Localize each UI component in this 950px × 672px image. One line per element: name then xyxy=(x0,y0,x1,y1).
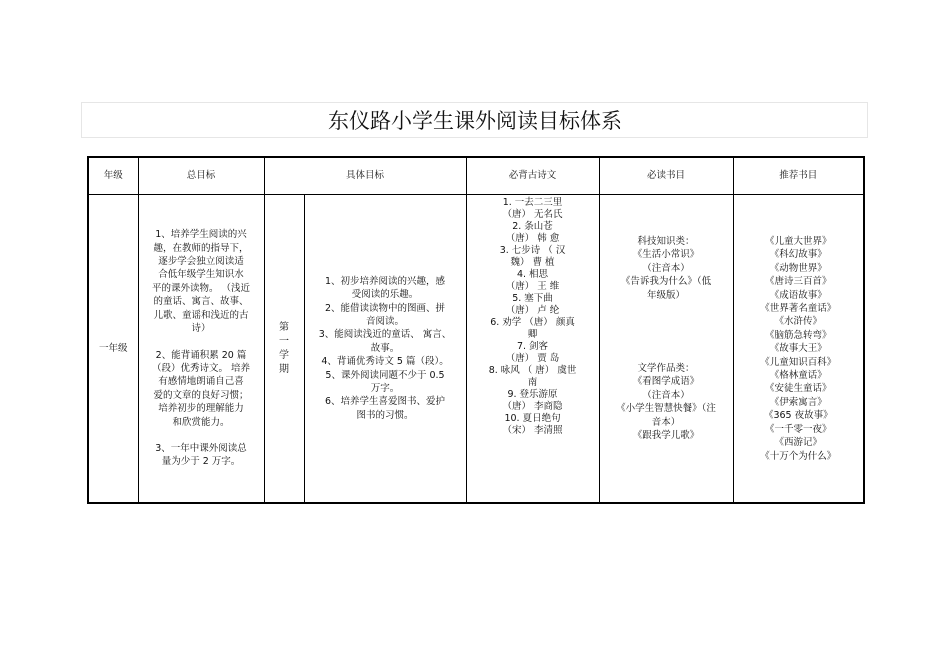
overall-goal-line: 培养初步的理解能力 xyxy=(158,403,244,415)
poem-line: （宋） 李清照 xyxy=(502,425,563,436)
header-grade: 年级 xyxy=(88,157,138,195)
required-book-line: 文学作品类： xyxy=(637,363,695,375)
recommended-book-line: 《一千零一夜》 xyxy=(765,423,832,435)
poem-list xyxy=(467,197,599,437)
overall-goal-line: 和欣赏能力。 xyxy=(172,416,230,428)
recommended-book-line: 《安徒生童话》 xyxy=(765,383,832,395)
semester-label: 第一学期 xyxy=(279,321,289,375)
overall-goal-line: 有感情地朗诵自己喜 xyxy=(158,376,244,388)
recommended-book-line: 《科幻故事》 xyxy=(769,249,827,261)
specific-goal-line: 音阅读。 xyxy=(366,315,405,327)
specific-goal-line: 1、初步培养阅读的兴趣，感 xyxy=(324,275,446,287)
overall-goal-line: 爱的文章的良好习惯； xyxy=(153,389,249,401)
poem-line: 5. 塞下曲 xyxy=(512,293,553,304)
recommended-book-line: 《水浒传》 xyxy=(774,316,823,328)
recommended-book-line: 《365 夜故事》 xyxy=(763,410,833,422)
recommended-book-line: 《脑筋急转弯》 xyxy=(765,329,832,341)
required-book-line: 《小学生智慧快餐》（注 xyxy=(616,403,716,415)
poem-line: 4. 相思 xyxy=(516,269,549,280)
recommended-book-line: 《儿童大世界》 xyxy=(765,236,832,247)
overall-goal-line: 诗） xyxy=(191,323,211,335)
poem-line: 7. 剑客 xyxy=(516,341,549,352)
required-book-line: 音本） xyxy=(651,416,681,428)
cell-overall-goal xyxy=(138,195,264,504)
specific-goal-line: 3、能阅读浅近的童话、 寓言、 xyxy=(318,329,452,341)
required-books-literature xyxy=(600,362,733,442)
specific-goal-line: 6、培养学生喜爱图书、爱护 xyxy=(324,396,446,408)
required-book-line: 年级版） xyxy=(647,289,686,301)
specific-goal-line: 故事。 xyxy=(370,342,400,354)
recommended-book-line: 《伊索寓言》 xyxy=(769,396,827,408)
required-book-line: （注音本） xyxy=(642,262,690,274)
overall-goal-line: 1、培养学生阅读的兴 xyxy=(155,229,247,241)
poem-line: 1. 一去二三里 xyxy=(502,197,563,208)
table-row xyxy=(88,195,864,504)
header-overall-goal: 总目标 xyxy=(138,157,264,195)
table-header-row xyxy=(88,157,864,195)
header-recommended-books: 推荐书目 xyxy=(733,157,864,195)
recommended-book-line: 《成语故事》 xyxy=(769,289,827,301)
overall-goal-line: 合低年级学生知识水 xyxy=(158,269,244,281)
poem-line: （唐） 卢 纶 xyxy=(505,305,560,316)
recommended-book-line: 《格林童话》 xyxy=(769,370,827,382)
specific-goal-line: 万字。 xyxy=(370,383,400,395)
cell-specific-goal xyxy=(304,195,466,504)
specific-goal-list xyxy=(305,275,466,422)
recommended-book-line: 《十万个为什么》 xyxy=(760,450,837,462)
specific-goal-line: 4、背诵优秀诗文 5 篇（段）。 xyxy=(321,356,449,368)
poem-line: 魏） 曹 植 xyxy=(510,257,555,268)
recommended-book-line: 《西游记》 xyxy=(774,437,823,449)
cell-recommended-books xyxy=(733,195,864,504)
poem-line: 3. 七步诗 （ 汉 xyxy=(499,245,566,256)
poem-line: 2. 条山苍 xyxy=(512,221,553,232)
header-required-books: 必读书目 xyxy=(599,157,733,195)
overall-goal-line: 量为少于 2 万字。 xyxy=(161,456,241,468)
reading-goals-table xyxy=(87,156,865,504)
recommended-book-line: 《动物世界》 xyxy=(769,262,827,274)
required-book-line: 科技知识类： xyxy=(637,236,695,247)
overall-goal-line: 逐步学会独立阅读适 xyxy=(158,256,244,268)
recommended-book-list xyxy=(734,235,864,463)
overall-goal-line: 2、能背诵积累 20 篇 xyxy=(155,349,247,361)
poem-line: （唐） 王 维 xyxy=(505,281,560,292)
poem-line: （唐） 李商隐 xyxy=(502,401,563,412)
overall-goal-line: 趣，在教师的指导下， xyxy=(153,242,249,254)
overall-goal-line: 儿歌、童谣和浅近的古 xyxy=(153,309,249,321)
cell-required-books xyxy=(599,195,733,504)
required-book-line: 《跟我学儿歌》 xyxy=(632,430,700,442)
poem-line: 9. 登乐游原 xyxy=(507,389,558,400)
required-book-line: 《生活小常识》 xyxy=(632,249,700,261)
overall-goal-line: 3、一年中课外阅读总 xyxy=(155,442,247,454)
specific-goal-line: 5、课外阅读同题不少于 0.5 xyxy=(325,369,445,381)
document-title: 东仪路小学生课外阅读目标体系 xyxy=(328,109,622,133)
cell-semester xyxy=(264,195,304,504)
specific-goal-line: 图书的习惯。 xyxy=(356,409,414,421)
required-book-line: 《看图学成语》 xyxy=(632,376,700,388)
specific-goal-line: 2、能借读读物中的图画、拼 xyxy=(324,302,446,314)
recommended-book-line: 《唐诗三百首》 xyxy=(765,276,832,288)
required-book-line: 《告诉我为什么》（低 xyxy=(620,276,712,288)
required-books-science xyxy=(600,235,733,302)
overall-goal-line: （段）优秀诗文。 培养 xyxy=(151,362,251,374)
poem-line: （唐） 无名氏 xyxy=(502,209,563,220)
poem-line: 卿 xyxy=(527,329,538,340)
required-book-line: （注音本） xyxy=(642,389,690,401)
overall-goal-para-3 xyxy=(145,442,258,469)
header-poems: 必背古诗文 xyxy=(466,157,599,195)
cell-poems xyxy=(466,195,599,504)
poem-line: 南 xyxy=(527,377,538,388)
recommended-book-line: 《世界著名童话》 xyxy=(760,303,837,315)
overall-goal-para-2 xyxy=(145,349,258,429)
poem-line: （唐） 韩 愈 xyxy=(505,233,560,244)
overall-goal-para-1 xyxy=(145,228,258,335)
poem-line: 10. 夏日绝句 xyxy=(504,413,561,424)
overall-goal-line: 的童话、寓言、故事、 xyxy=(153,296,249,308)
specific-goal-line: 受阅读的乐趣。 xyxy=(351,289,419,301)
recommended-book-line: 《故事大王》 xyxy=(769,343,827,355)
poem-line: 8. 咏风 （ 唐） 虞世 xyxy=(488,365,577,376)
poem-line: （唐） 贾 岛 xyxy=(505,353,560,364)
cell-grade: 一年级 xyxy=(88,195,138,504)
poem-line: 6. 劝学 （唐） 颜真 xyxy=(490,317,575,328)
recommended-book-line: 《儿童知识百科》 xyxy=(760,356,837,368)
overall-goal-line: 平的课外读物。 （浅近 xyxy=(151,282,251,294)
header-specific-goal: 具体目标 xyxy=(264,157,466,195)
